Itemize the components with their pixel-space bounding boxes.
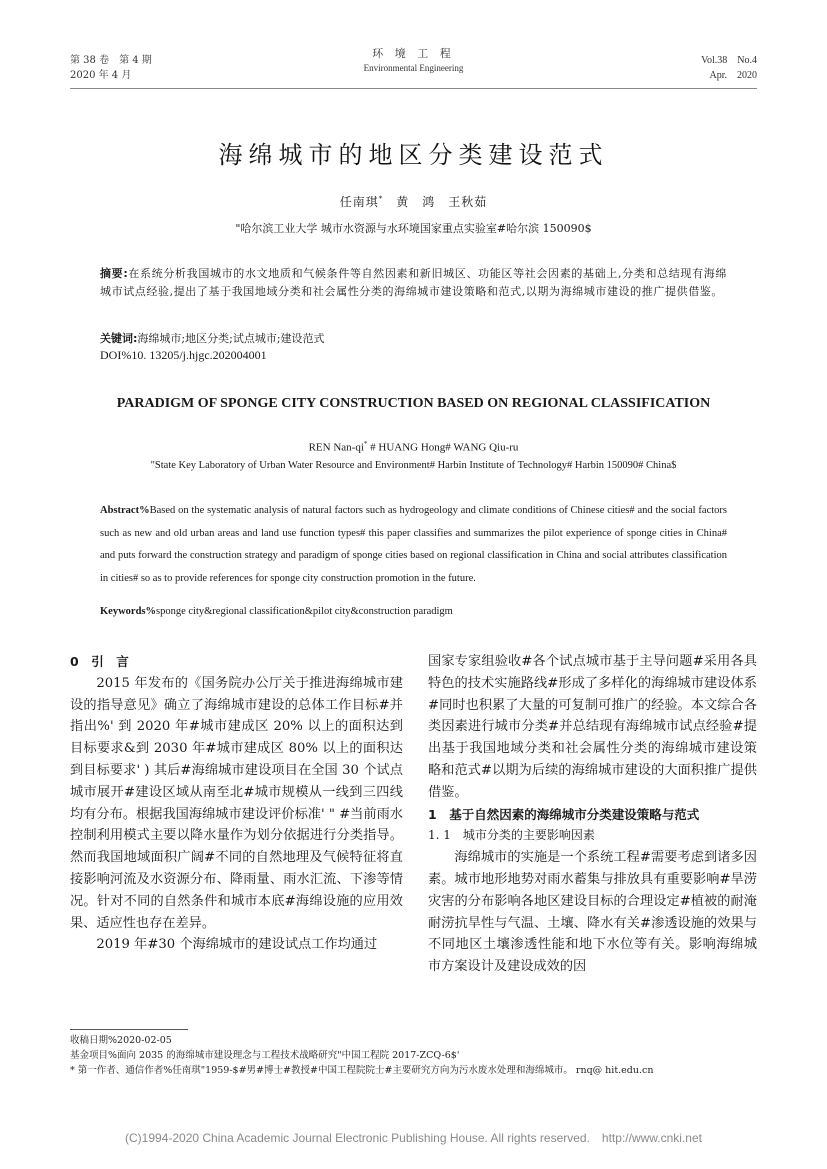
authors-en: [0, 440, 827, 454]
header-divider: [70, 88, 757, 89]
first-author-cn: 任南琪: [339, 195, 379, 209]
footnote-funding: 基金项目%面向 2035 的海绵城市建设理念与工程技术战略研究"中国工程院 2017-ZCQ-6$': [70, 1050, 460, 1061]
keywords-text-cn: 海绵城市;地区分类;试点城市;建设范式: [137, 332, 325, 345]
abstract-text-en: Based on the systematic analysis of natural factors such as hydrogeology and climate conditions of Chinese cities# and the social factors such as new and old urban areas and land use function types# this paper classifies and summarizes the pilot experience of sponge cities in China# and puts forward the construction strategy and paradigm of sponge cities based on regional classification in China and social attributes classification in cities# so as to provide references for sponge city construction promotion in the future.: [100, 505, 727, 584]
paper-title-en: PARADIGM OF SPONGE CITY CONSTRUCTION BASED ON REGIONAL CLASSIFICATION: [116, 396, 711, 411]
other-authors-cn: 黄 鸿 王秋茹: [383, 195, 488, 209]
section-heading-1: 1 基于自然因素的海绵城市分类建设策略与范式: [428, 806, 700, 822]
keywords-en: [100, 606, 453, 617]
body-paragraph: 海绵城市的实施是一个系统工程#需要考虑到诸多因素。城市地形地势对雨水蓄集与排放具有重要影响#旱涝灾害的分布影响各地区建设目标的合理设定#植被的耐淹耐涝抗旱性与气温、土壤、降水有关#渗透设施的效果与不同地区土壤渗透性能和地下水位等有关。影响海绵城市方案设计及建设成效的因: [428, 850, 757, 975]
body-column-left: [70, 651, 403, 956]
copyright-footer: (C)1994-2020 China Academic Journal Electronic Publishing House. All rights reserved. http://www.cnki.net: [125, 1131, 702, 1145]
footnote-divider: [70, 1029, 188, 1030]
corresponding-author-mark-en: *: [363, 440, 368, 448]
abstract-label-en: Abstract%: [100, 505, 150, 516]
section-heading-introduction: 0 引 言: [70, 654, 129, 669]
volume-issue-en: Vol.38 No.4: [701, 55, 757, 66]
volume-issue-cn: 第 38 卷 第 4 期: [70, 55, 152, 66]
keywords-text-en: sponge city&regional classification&pilot city&construction paradigm: [156, 606, 453, 617]
first-author-en: REN Nan-qi: [308, 441, 364, 454]
body-paragraph: 2019 年#30 个海绵城市的建设试点工作均通过: [96, 937, 378, 953]
running-header-right: [701, 53, 757, 83]
body-paragraph: 国家专家组验收#各个试点城市基于主导问题#采用各具特色的技术实施路线#形成了多样化的海绵城市建设体系#同时也积累了大量的可复制可推广的经验。本文综合各类因素进行城市分类#并总结现有海绵城市试点经验#提出基于我国地域分类和社会属性分类的海绵城市建设策略和范式#以期为后续的海绵城市建设的大面积推广提供借鉴。: [428, 654, 757, 800]
keywords-label-cn: 关键词:: [100, 332, 138, 345]
body-paragraph: 2015 年发布的《国务院办公厅关于推进海绵城市建设的指导意见》确立了海绵城市建设的总体工作目标#并指出%' 到 2020 年#城市建成区 20% 以上的面积达到目标要求&到 2030 年#城市建成区 80% 以上的面积达到目标要求' ) 其后#海绵城市建设项目在全国 30 个试点城市展开#建设区域从南至北#城市规模从一线到三四线均有分布。根据我国海绵城市建设评价标准' " #当前雨水控制利用模式主要以降水量作为划分依据进行分类指导。然而我国地域面积广阔#不同的自然地理及气候特征将直接影响河流及水资源分布、降雨量、雨水汇流、下渗等情况。针对不同的自然条件和城市本底#海绵设施的应用效果、适应性也存在差异。: [70, 675, 403, 931]
journal-name-cn: 环 境 工 程: [372, 47, 455, 60]
body-column-right: [428, 651, 757, 978]
footnote-received-date: 收稿日期%2020-02-05: [70, 1035, 172, 1046]
affiliation-en: "State Key Laboratory of Urban Water Resource and Environment# Harbin Institute of Technology# Harbin 150090# China$: [150, 460, 677, 471]
footnote-author-info: * 第一作者、通信作者%任南琪"1959-$#男#博士#教授#中国工程院院士#主要研究方向为污水废水处理和海绵城市。 rnq@ hit.edu.cn: [70, 1065, 654, 1076]
publication-date-en: Apr. 2020: [709, 70, 757, 81]
authors-cn: [0, 193, 827, 210]
abstract-text-cn: 在系统分析我国城市的水文地质和气候条件等自然因素和新旧城区、功能区等社会因素的基础上,分类和总结现有海绵城市试点经验,提出了基于我国地域分类和社会属性分类的海绵城市建设策略和范式,以期为海绵城市建设的推广提供借鉴。: [100, 267, 727, 298]
abstract-en: [100, 500, 727, 590]
subsection-heading-1-1: 1. 1 城市分类的主要影响因素: [428, 828, 595, 843]
abstract-cn: [100, 265, 727, 300]
abstract-label-cn: 摘要:: [100, 267, 129, 280]
journal-name-en: Environmental Engineering: [363, 63, 464, 73]
running-header-center: [300, 46, 527, 76]
keywords-label-en: Keywords%: [100, 606, 156, 617]
affiliation-cn: "哈尔滨工业大学 城市水资源与水环境国家重点实验室#哈尔滨 150090$: [235, 222, 592, 235]
running-header-left: [70, 53, 152, 83]
corresponding-author-mark: *: [378, 195, 384, 203]
other-authors-en: # HUANG Hong# WANG Qiu-ru: [367, 441, 519, 454]
keywords-cn: [100, 330, 727, 346]
publication-date-cn: 2020 年 4 月: [70, 70, 132, 81]
paper-title-cn: 海绵城市的地区分类建设范式: [218, 141, 609, 169]
doi: DOI%10. 13205/j.hjgc.202004001: [100, 348, 267, 362]
